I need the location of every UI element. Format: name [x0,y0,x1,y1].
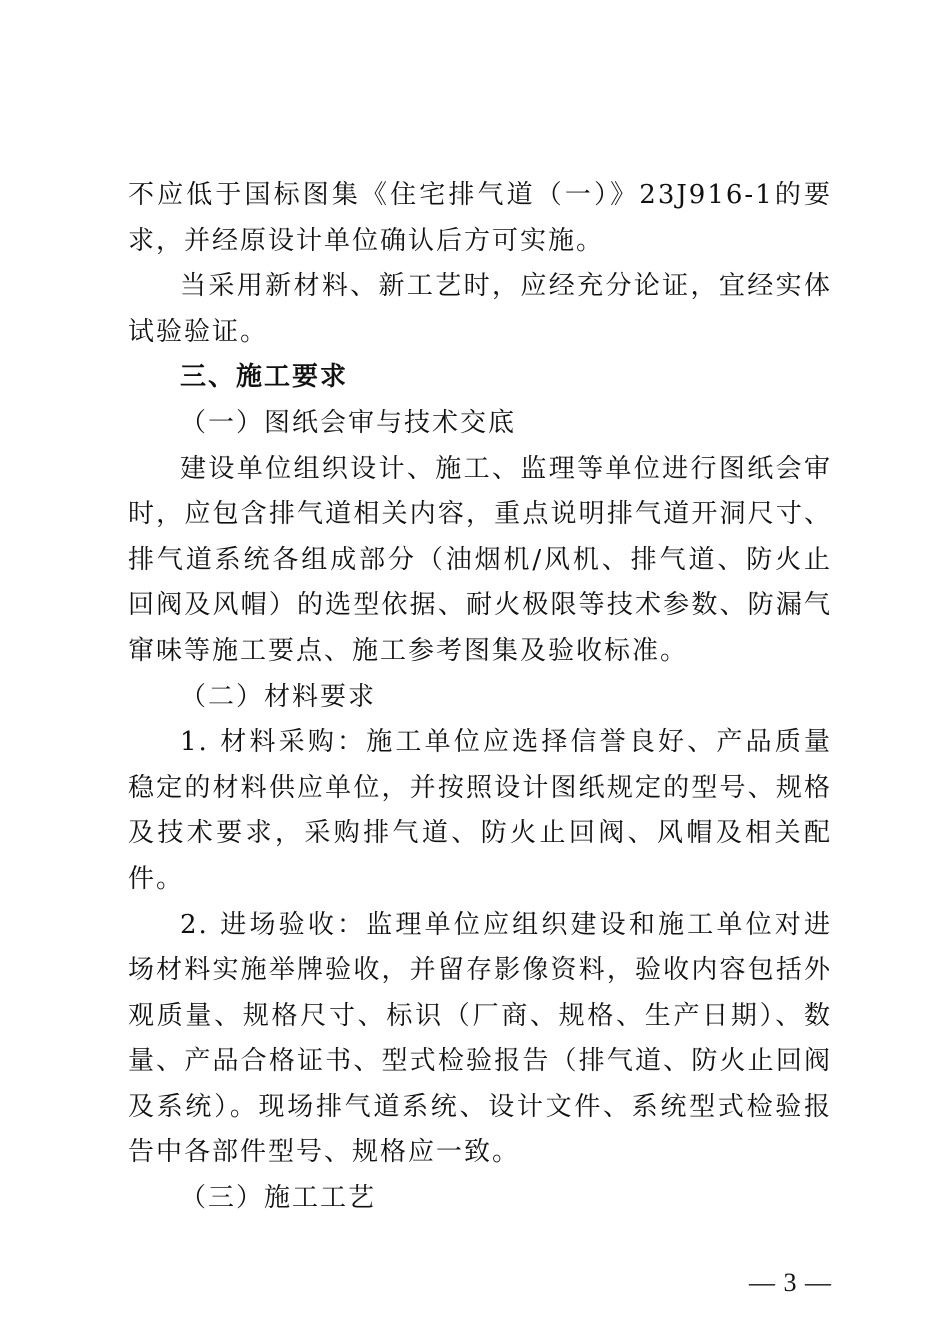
paragraph-new-materials: 当采用新材料、新工艺时，应经充分论证，宜经实体试验验证。 [128,271,832,347]
section-heading-construction-requirements: 三、施工要求 [180,362,349,393]
subsection-heading-material-requirements: （二）材料要求 [180,681,377,712]
document-body [128,173,832,1222]
page-number: — 3 — [749,1268,832,1297]
subsection-heading-drawing-review: （一）图纸会审与技术交底 [180,407,517,438]
paragraph-continuation: 不应低于国标图集《住宅排气道（一）》23J916-1的要求，并经原设计单位确认后方可实施。 [128,180,832,256]
paragraph-drawing-review: 建设单位组织设计、施工、监理等单位进行图纸会审时，应包含排气道相关内容，重点说明排气道开洞尺寸、排气道系统各组成部分（油烟机/风机、排气道、防火止回阀及风帽）的选型依据、耐火极限等技术参数、防漏气窜味等施工要点、施工参考图集及验收标准。 [128,453,832,666]
paragraph-material-procurement: 1. 材料采购：施工单位应选择信誉良好、产品质量稳定的材料供应单位，并按照设计图纸规定的型号、规格及技术要求，采购排气道、防火止回阀、风帽及相关配件。 [128,727,832,894]
subsection-heading-construction-process: （三）施工工艺 [180,1183,377,1214]
paragraph-site-acceptance: 2. 进场验收：监理单位应组织建设和施工单位对进场材料实施举牌验收，并留存影像资料，验收内容包括外观质量、规格尺寸、标识（厂商、规格、生产日期）、数量、产品合格证书、型式检验报告（排气道、防火止回阀及系统）。现场排气道系统、设计文件、系统型式检验报告中各部件型号、规格应一致。 [128,909,832,1168]
